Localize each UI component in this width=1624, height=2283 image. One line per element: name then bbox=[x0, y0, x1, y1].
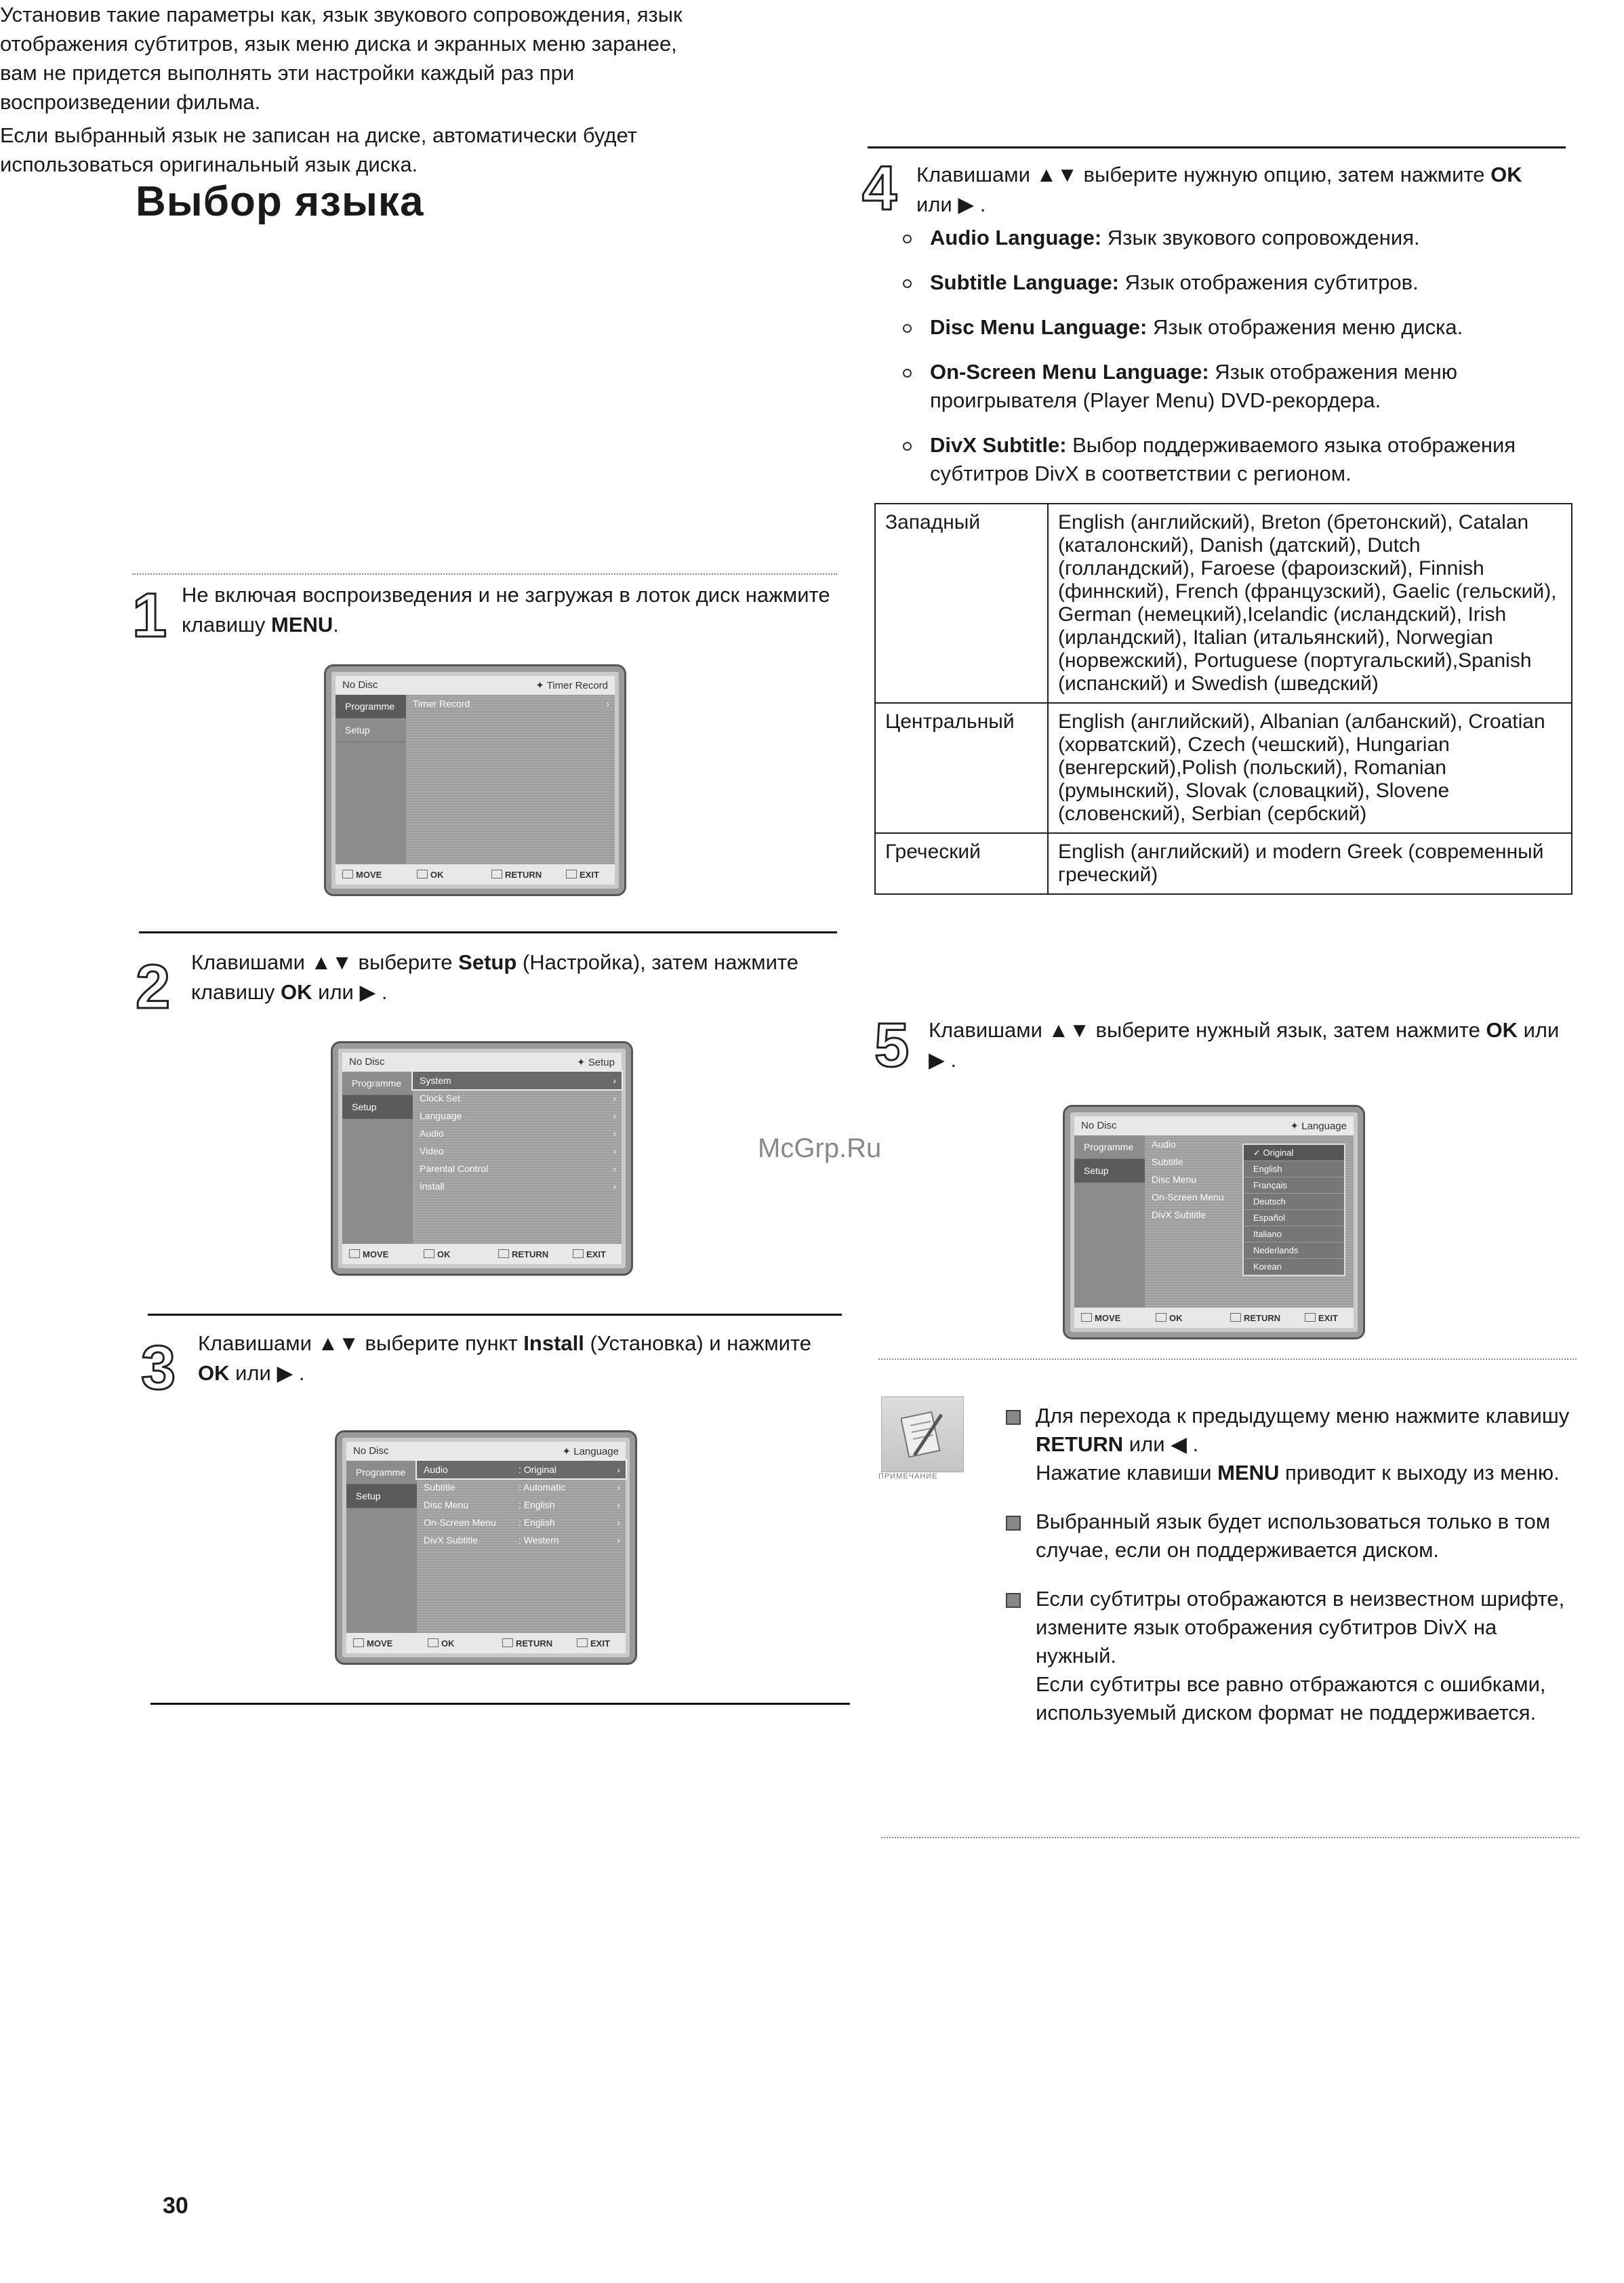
region-language-table bbox=[874, 503, 1572, 895]
step-2-text: Клавишами ▲▼ выберите Setup (Настройка), затем нажмите клавишу OK или ▶ . bbox=[191, 950, 798, 1004]
region-name: Западный bbox=[875, 504, 1048, 703]
osd-screen-language-select: No Disc ✦ Language Programme Setup Audio Subtitle Disc Menu On-Screen Menu DivX Subtitle ✓ Original English Français Deutsch Español Italiano Nederlands Korean MOVE OK RETURN EXIT bbox=[1063, 1105, 1365, 1339]
page-number: 30 bbox=[163, 2193, 188, 2219]
step-number: 5 bbox=[874, 1011, 910, 1080]
divider bbox=[868, 146, 1566, 148]
step-5-text: Клавишами ▲▼ выберите нужный язык, затем нажмите OK или ▶ . bbox=[929, 1018, 1560, 1072]
note-item: Для перехода к предыдущему меню нажмите клавишу RETURN или ◀ . Нажатие клавиши MENU приводит к выходу из меню. bbox=[1036, 1402, 1578, 1487]
table-row bbox=[875, 504, 1572, 703]
list-item: DivX Subtitle: Выбор поддерживаемого языка отображения субтитров DivX в соответствии с регионом. bbox=[903, 431, 1547, 488]
region-languages: English (английский), Albanian (албанский), Croatian (хорватский), Czech (чешский), Hungarian (венгерский),Polish (польский), Romanian (румынский), Slovak (словацкий), Slovene (словенский), Serbian (сербский) bbox=[1048, 703, 1572, 833]
divider bbox=[881, 1837, 1579, 1838]
step-3-text: Клавишами ▲▼ выберите пункт Install (Установка) и нажмите OK или ▶ . bbox=[198, 1331, 812, 1385]
divider bbox=[148, 1314, 842, 1316]
region-languages: English (английский), Breton (бретонский), Catalan (каталонский), Danish (датский), Dutch (голландский), Faroese (фароизский), Finnish (финнский), French (французский), Gaelic (гельский), German (немецкий),Icelandic (исландский), Irish (ирландский), Italian (итальянский), Norwegian (норвежский), Portuguese (португальский),Spanish (испанский) и Swedish (шведский) bbox=[1048, 504, 1572, 703]
list-item: Subtitle Language: Язык отображения субтитров. bbox=[903, 268, 1547, 297]
osd-screen-language: No Disc ✦ Language Programme Setup Audio : Original › Subtitle : Automatic › Disc Menu : English › On-Screen Menu : English › DivX Subtitle : Western › MOVE OK RETURN EXIT bbox=[335, 1430, 637, 1665]
list-item: Audio Language: Язык звукового сопровождения. bbox=[903, 224, 1547, 252]
step-number: 3 bbox=[141, 1333, 176, 1402]
step-1-text: Не включая воспроизведения и не загружая в лоток диск нажмите клавишу MENU. bbox=[182, 583, 830, 637]
step-4-text: Клавишами ▲▼ выберите нужную опцию, затем нажмите OK или ▶ . bbox=[916, 163, 1522, 216]
region-name: Центральный bbox=[875, 703, 1048, 833]
step-number: 2 bbox=[136, 952, 171, 1022]
region-languages: English (английский) и modern Greek (современный греческий) bbox=[1048, 833, 1572, 894]
step-number: 4 bbox=[862, 154, 897, 223]
note-item: Если субтитры отображаются в неизвестном шрифте, измените язык отображения субтитров DivX на нужный. Если субтитры все равно отбражаются с ошибками, используемый диском формат не поддерживается. bbox=[1036, 1585, 1578, 1727]
list-item: On-Screen Menu Language: Язык отображения меню проигрывателя (Player Menu) DVD-рекордера. bbox=[903, 358, 1547, 415]
table-row bbox=[875, 833, 1572, 894]
divider bbox=[139, 931, 837, 933]
region-name: Греческий bbox=[875, 833, 1048, 894]
divider bbox=[150, 1703, 850, 1705]
osd-screen-setup: No Disc ✦ Setup Programme Setup System › Clock Set › Language › Audio › Video › Parental Control › Install › MOVE OK RETURN EXIT bbox=[331, 1041, 633, 1276]
note-item: Выбранный язык будет использоваться только в том случае, если он поддерживается диском. bbox=[1036, 1508, 1578, 1564]
notes-list bbox=[1036, 1402, 1578, 1747]
note-label: ПРИМЕЧАНИЕ bbox=[878, 1472, 938, 1480]
language-dropdown: ✓ Original English Français Deutsch Español Italiano Nederlands Korean bbox=[1242, 1144, 1345, 1276]
divider bbox=[132, 573, 837, 575]
osd-screen-timer: No Disc ✦ Timer Record Programme Setup Timer Record › MOVE OK RETURN EXIT bbox=[324, 664, 626, 896]
watermark: McGrp.Ru bbox=[758, 1133, 882, 1163]
language-options-list bbox=[903, 224, 1547, 504]
intro-paragraph: Установив такие параметры как, язык звукового сопровождения, язык отображения субтитров, язык меню диска и экранных меню заранее, вам не придется выполнять эти настройки каждый раз при воспроизведении фильма. bbox=[0, 3, 683, 114]
list-item: Disc Menu Language: Язык отображения меню диска. bbox=[903, 313, 1547, 342]
note-icon bbox=[881, 1396, 964, 1472]
step-number: 1 bbox=[132, 581, 167, 650]
divider bbox=[878, 1358, 1577, 1360]
page-title: Выбор языка bbox=[136, 178, 424, 225]
table-row bbox=[875, 703, 1572, 833]
intro-text bbox=[0, 0, 698, 179]
intro-paragraph: Если выбранный язык не записан на диске, автоматически будет использоваться оригинальный язык диска. bbox=[0, 123, 637, 176]
